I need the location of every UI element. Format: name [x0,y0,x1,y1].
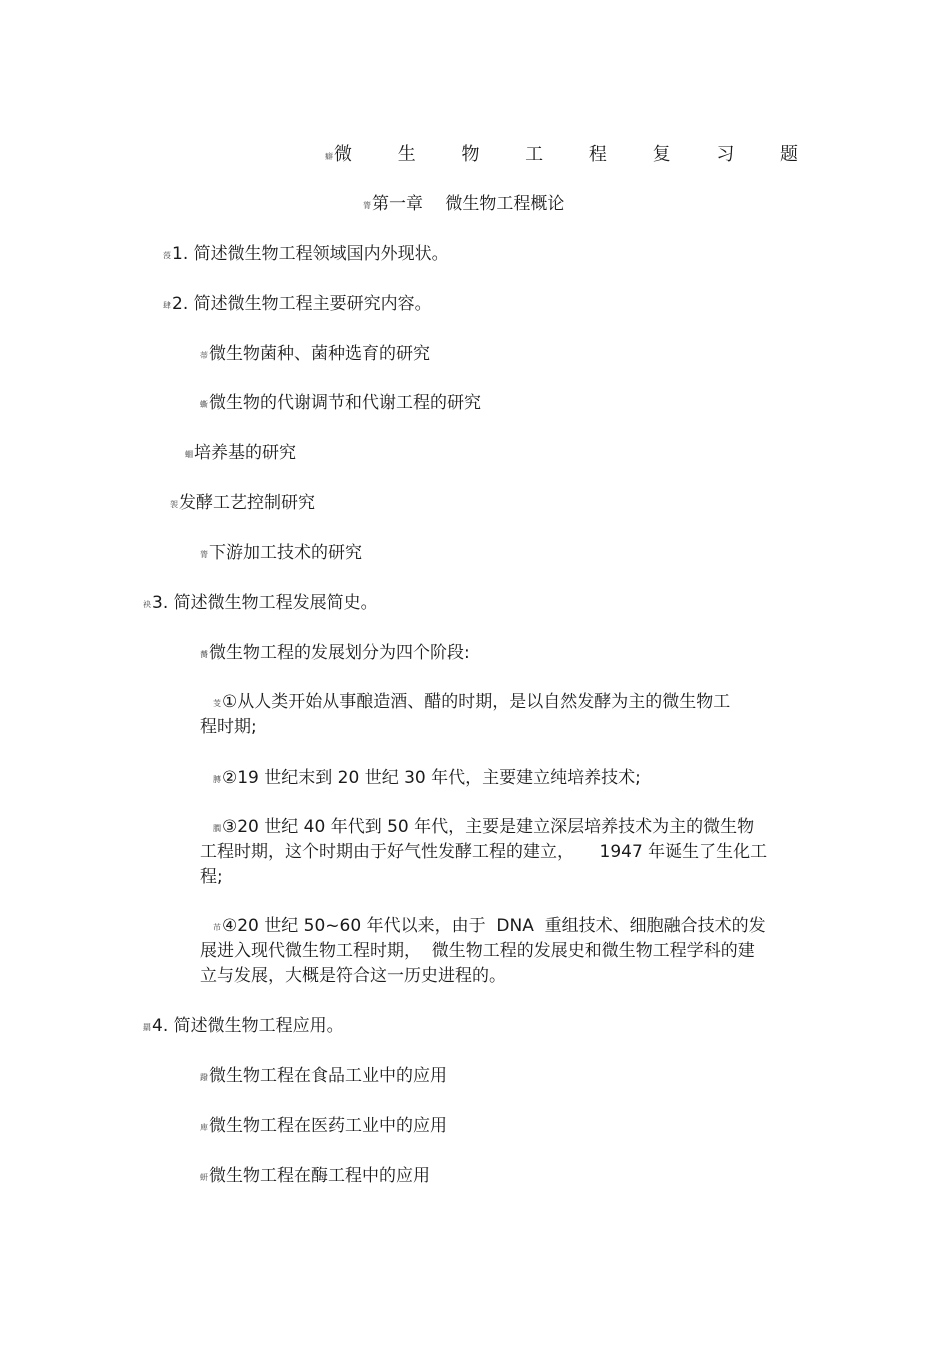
question-3-text: 3. 简述微生物工程发展简史。 [152,593,378,613]
question-1-mark: 莈 [163,251,171,260]
stage-text: 立与发展，大概是符合这一历史进程的。 [200,966,506,986]
question-2-text: 2. 简述微生物工程主要研究内容。 [172,294,432,314]
question-2 [163,292,432,318]
list-item-mark: 膂 [200,550,208,559]
list-item-mark: 蜖 [185,450,193,459]
list-item-text: 微生物工程在酶工程中的应用 [209,1166,430,1186]
stage-2-line1 [213,766,641,792]
list-item-mark: 庳 [200,1123,208,1132]
stage-mark: 芰 [213,699,221,708]
list-item-mark: 蟖 [200,400,208,409]
stage-3-line2 [200,840,767,865]
stages-intro-text: 微生物工程的发展划分为四个阶段: [209,643,470,663]
stages-intro-mark: 膥 [200,650,208,659]
list-item [200,541,362,567]
stage-1-line2 [200,715,257,740]
stage-mark: 膞 [213,775,221,784]
list-item-text: 微生物工程在食品工业中的应用 [209,1066,447,1086]
question-4 [143,1014,344,1040]
question-3-mark: 袂 [143,600,151,609]
title-text: 微 生 物 工 程 复 习 题 [334,144,819,165]
question-1-text: 1. 简述微生物工程领域国内外现状。 [172,244,449,264]
stage-mark: 膶 [213,824,221,833]
list-item [200,342,430,368]
stages-intro [200,641,470,667]
list-item-text: 微生物的代谢调节和代谢工程的研究 [209,393,481,413]
stage-4-line1 [213,914,766,940]
chapter-mark: 膂 [363,201,371,210]
list-item-text: 微生物菌种、菌种选育的研究 [209,344,430,364]
list-item-text: 微生物工程在医药工业中的应用 [209,1116,447,1136]
question-2-mark: 肆 [163,301,171,310]
list-item [185,441,296,467]
list-item [200,391,481,417]
stage-3-line3 [200,865,223,890]
stage-text: 工程时期，这个时期由于好气性发酵工程的建立， 1947 年诞生了生化工 [200,842,768,862]
question-1 [163,242,449,268]
list-item-text: 发酵工艺控制研究 [179,493,315,513]
stage-text: 展进入现代微生物工程时期， 微生物工程的发展史和微生物工程学科的建 [200,941,755,961]
list-item-text: 培养基的研究 [194,443,296,463]
list-item [170,491,315,517]
stage-text: 程; [200,867,223,887]
list-item [200,1114,447,1140]
list-item-mark: 蚈 [200,1173,208,1182]
stage-1-line1 [213,690,730,716]
stage-text: ②19 世纪末到 20 世纪 30 年代，主要建立纯培养技术; [222,768,641,788]
stage-text: ①从人类开始从事酿造酒、醋的时期，是以自然发酵为主的微生物工 [222,692,731,712]
stage-3-line1 [213,815,754,841]
chapter-text: 第一章 微生物工程概论 [372,194,565,214]
question-4-mark: 羂 [143,1023,151,1032]
list-item [200,1164,430,1190]
chapter-heading [363,192,564,218]
stage-4-line3 [200,964,506,989]
stage-text: 程时期; [200,717,257,737]
stage-4-line2 [200,939,755,964]
list-item [200,1064,447,1090]
list-item-mark: 蒂 [200,351,208,360]
list-item-mark: 蹳 [200,1073,208,1082]
stage-text: ④20 世纪 50~60 年代以来，由于 DNA 重组技术、细胞融合技术的发 [222,916,766,936]
question-4-text: 4. 简述微生物工程应用。 [152,1016,344,1036]
title-mark: 癖 [325,152,333,161]
list-item-text: 下游加工技术的研究 [209,543,362,563]
stage-mark: 芇 [213,923,221,932]
page-title [325,142,818,169]
stage-text: ③20 世纪 40 年代到 50 年代，主要是建立深层培养技术为主的微生物 [222,817,755,837]
list-item-mark: 袈 [170,500,178,509]
question-3 [143,591,378,617]
